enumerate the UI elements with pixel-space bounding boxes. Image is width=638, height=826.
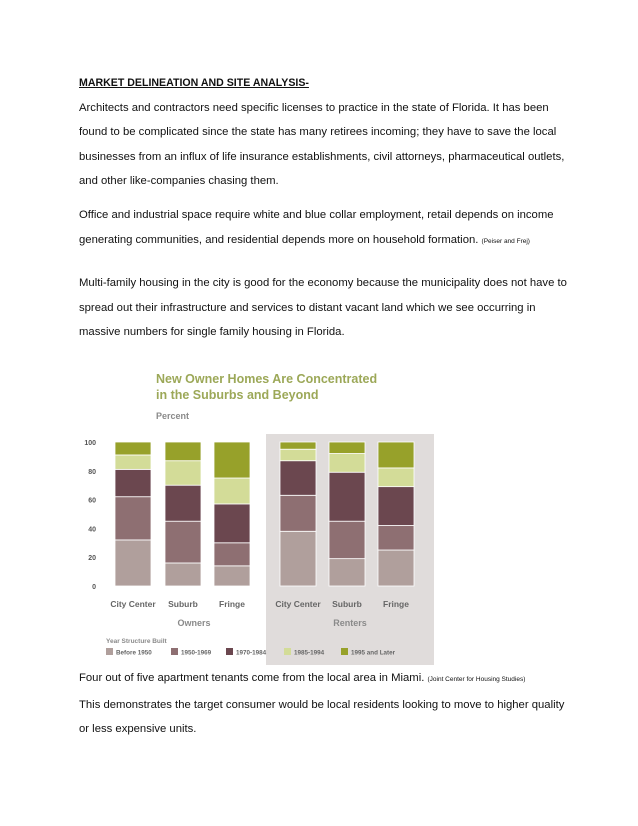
group-label-owners: Owners <box>177 618 211 628</box>
bar-segment <box>115 442 151 455</box>
chart-legend <box>106 648 396 657</box>
legend-swatch <box>171 648 178 655</box>
section-heading: MARKET DELINEATION AND SITE ANALYSIS- <box>79 77 309 89</box>
chart-figure <box>79 362 439 666</box>
bar-segment <box>165 563 201 586</box>
y-tick-label: 0 <box>92 584 96 591</box>
legend-label: 1950-1969 <box>181 649 212 657</box>
bar-segment <box>115 540 151 586</box>
paragraph-office-space <box>79 203 569 254</box>
x-tick-label: City Center <box>110 599 156 609</box>
bar-segment <box>329 521 365 558</box>
bar-segment <box>280 531 316 586</box>
bar-segment <box>214 478 250 504</box>
chart-title-line1: New Owner Homes Are Concentrated <box>156 372 378 386</box>
legend-swatch <box>226 648 233 655</box>
bar-segment <box>214 442 250 478</box>
bar-segment <box>378 526 414 550</box>
bar-segment <box>115 497 151 540</box>
x-tick-label: City Center <box>275 599 321 609</box>
chart-title-line2: in the Suburbs and Beyond <box>156 388 319 402</box>
bar-segment <box>165 521 201 563</box>
bar-segment <box>329 442 365 454</box>
paragraph-intro <box>79 71 569 194</box>
y-tick-label: 60 <box>88 497 96 505</box>
bar-segment <box>378 442 414 468</box>
bar-segment <box>214 504 250 543</box>
paragraph-licenses: Architects and contractors need specific licenses to practice in the state of Florida. It has been found to be complicated since the state has many retirees incoming; they have to save the local businesses from an influx of life insurance establishments, civil attorneys, pharmaceutical outlets, and other like-companies chasing them. <box>79 101 565 187</box>
paragraph-tenants-text: Four out of five apartment tenants come from the local area in Miami. <box>79 672 425 684</box>
bar-segment <box>280 461 316 496</box>
stacked-bar-chart <box>79 362 439 666</box>
legend-swatch <box>106 648 113 655</box>
y-tick-label: 100 <box>84 440 96 447</box>
bar-segment <box>378 468 414 487</box>
bar-segment <box>378 487 414 526</box>
x-tick-label: Fringe <box>383 599 409 609</box>
x-tick-label: Suburb <box>168 599 198 609</box>
paragraph-office-text: Office and industrial space require white and blue collar employment, retail depends on income generating communities, and residential depends more on household formation. <box>79 209 554 246</box>
citation-peiser: (Peiser and Frej) <box>481 237 530 245</box>
legend-label: Before 1950 <box>116 649 152 657</box>
citation-jchs: (Joint Center for Housing Studies) <box>427 676 526 683</box>
legend-label: 1970-1984 <box>236 649 267 657</box>
y-tick-label: 80 <box>88 468 96 476</box>
legend-swatch <box>284 648 291 655</box>
x-tick-label: Suburb <box>332 599 362 609</box>
bar-segment <box>280 449 316 461</box>
bar-segment <box>214 543 250 566</box>
bar-segment <box>165 485 201 521</box>
x-tick-label: Fringe <box>219 599 245 609</box>
bar-segment <box>115 455 151 469</box>
legend-swatch <box>341 648 348 655</box>
y-axis-label: Percent <box>156 411 190 421</box>
bar-segment <box>280 495 316 531</box>
bar-segment <box>329 454 365 473</box>
y-axis-ticks <box>84 440 96 591</box>
bar-segment <box>329 472 365 521</box>
bar-segment <box>115 469 151 496</box>
legend-label: 1995 and Later <box>351 649 396 657</box>
bar-segment <box>165 442 201 461</box>
bar-segment <box>378 550 414 586</box>
bar-segment <box>329 559 365 586</box>
bar-segment <box>165 461 201 485</box>
bar-segment <box>214 566 250 586</box>
paragraph-target-consumer: This demonstrates the target consumer would be local residents looking to move to higher quality or less expensive units. <box>79 698 565 735</box>
bar-segment <box>280 442 316 449</box>
legend-label: 1985-1994 <box>294 649 325 657</box>
legend-title: Year Structure Built <box>106 638 167 645</box>
group-label-renters: Renters <box>333 618 367 628</box>
paragraph-multifamily: Multi-family housing in the city is good for the economy because the municipality does not have to spread out their infrastructure and services to distant vacant land which we see occurring in massive numbers for single family housing in Florida. <box>79 277 567 338</box>
y-tick-label: 40 <box>88 526 96 534</box>
paragraph-tenants <box>79 666 569 742</box>
y-tick-label: 20 <box>88 555 96 563</box>
